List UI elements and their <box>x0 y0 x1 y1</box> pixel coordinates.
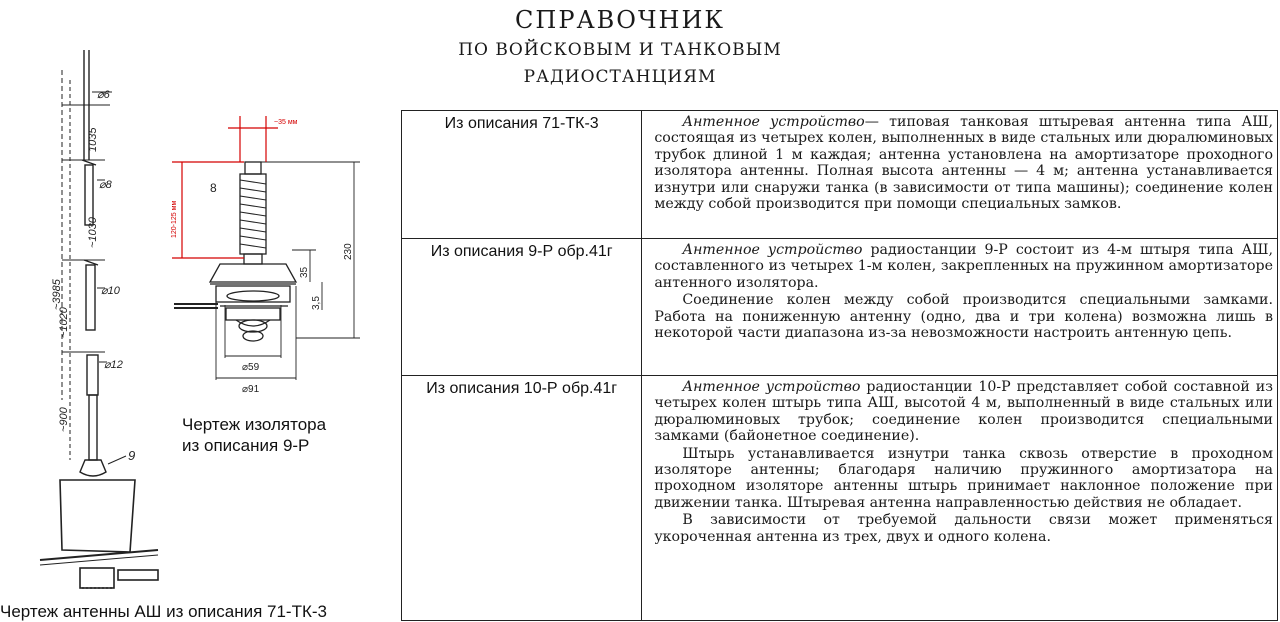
source-cell: Из описания 9-Р обр.41г <box>402 239 642 376</box>
dim-d91: ⌀91 <box>242 384 260 395</box>
description-cell <box>642 239 1278 376</box>
book-subtitle-line1: ПО ВОЙСКОВЫМ И ТАНКОВЫМ <box>458 40 782 60</box>
paragraph-text: радиостанции 9-Р состоит из 4-м штыря типа АШ, составленного из четырех 1-м колен, закрепленных на пружинном амортизаторе антенного изолятора. <box>654 242 1273 291</box>
dim-d6: ⌀6 <box>97 89 110 101</box>
description-paragraph <box>654 379 1273 445</box>
antenna-drawing <box>0 40 175 600</box>
dim-d8: ⌀8 <box>99 179 112 191</box>
dim-35: 35 <box>299 266 310 278</box>
insulator-caption-line1: Чертеж изолятора <box>182 415 327 434</box>
width-dim-label: ~35 мм <box>274 119 298 126</box>
lead-term: Антенное устройство <box>682 379 861 395</box>
insulator-caption-line2: из описания 9-Р <box>182 436 310 455</box>
lead-term: Антенное устройство <box>682 114 865 130</box>
description-table <box>401 110 1278 621</box>
height-dim-label: 120-125 мм <box>171 200 178 238</box>
part-9-label: 9 <box>128 448 136 463</box>
dim-230: 230 <box>343 243 354 260</box>
description-paragraph <box>654 114 1273 212</box>
book-title: СПРАВОЧНИК <box>515 6 725 34</box>
paragraph-text: радиостанции 10-Р представляет собой составной из четырех колен штырь типа АШ, высотой 4 м, выполненный в виде стальных или дюралюминовых трубок; соединение колен производится специальными замками (байонетное соединение). <box>654 379 1273 445</box>
insulator-caption <box>182 414 326 456</box>
source-cell: Из описания 10-Р обр.41г <box>402 376 642 621</box>
book-subtitle-line2: РАДИОСТАНЦИЯМ <box>523 67 717 87</box>
insulator-drawing <box>160 100 375 400</box>
dim-1035: 1035 <box>87 127 99 152</box>
antenna-caption: Чертеж антенны АШ из описания 71-ТК-3 <box>0 602 327 621</box>
dim-d10: ⌀10 <box>101 285 120 297</box>
description-cell <box>642 376 1278 621</box>
description-paragraph: В зависимости от требуемой дальности связи может применяться укороченная антенна из трех, двух и одного колена. <box>654 512 1273 545</box>
paragraph-text: — типовая танковая штыревая антенна типа АШ, состоящая из четырех колен, выполненных в виде стальных или дюралюминовых трубок длиной 1 м каждая; антенна установлена на амортизаторе проходного изолятора антенны. Полная высота антенны — 4 м; антенна устанавливается изнутри или снаружи танка (в зависимости от типа машины); соединение колен между собой производится при помощи специальных замков. <box>654 114 1273 213</box>
dim-3985: ~3985 <box>51 279 63 310</box>
dim-1020: ~1020 <box>58 307 70 338</box>
table-row <box>402 111 1278 239</box>
dim-1030: ~1030 <box>87 217 99 248</box>
table-row <box>402 376 1278 621</box>
dim-d59: ⌀59 <box>242 362 260 373</box>
table-row <box>402 239 1278 376</box>
dim-3-5: 3,5 <box>311 296 322 310</box>
description-cell <box>642 111 1278 239</box>
description-paragraph: Штырь устанавливается изнутри танка сквозь отверстие в проходном изоляторе антенны; благодаря наличию пружинного амортизатора на проходном изоляторе антенны штырь принимает наклонное положение при движении танка. Штыревая антенна направленностью действия не обладает. <box>654 445 1273 511</box>
source-cell: Из описания 71-ТК-3 <box>402 111 642 239</box>
dim-d12: ⌀12 <box>104 359 123 371</box>
part-8-label: 8 <box>210 181 217 195</box>
description-paragraph: Соединение колен между собой производится специальными замками. Работа на пониженную антенну (одно, два и три колена) возможна лишь в некоторой части диапазона из-за невозможности настроить антенную цепь. <box>654 292 1273 342</box>
dim-900: ~900 <box>58 407 70 432</box>
description-paragraph <box>654 242 1273 291</box>
lead-term: Антенное устройство <box>682 242 863 258</box>
